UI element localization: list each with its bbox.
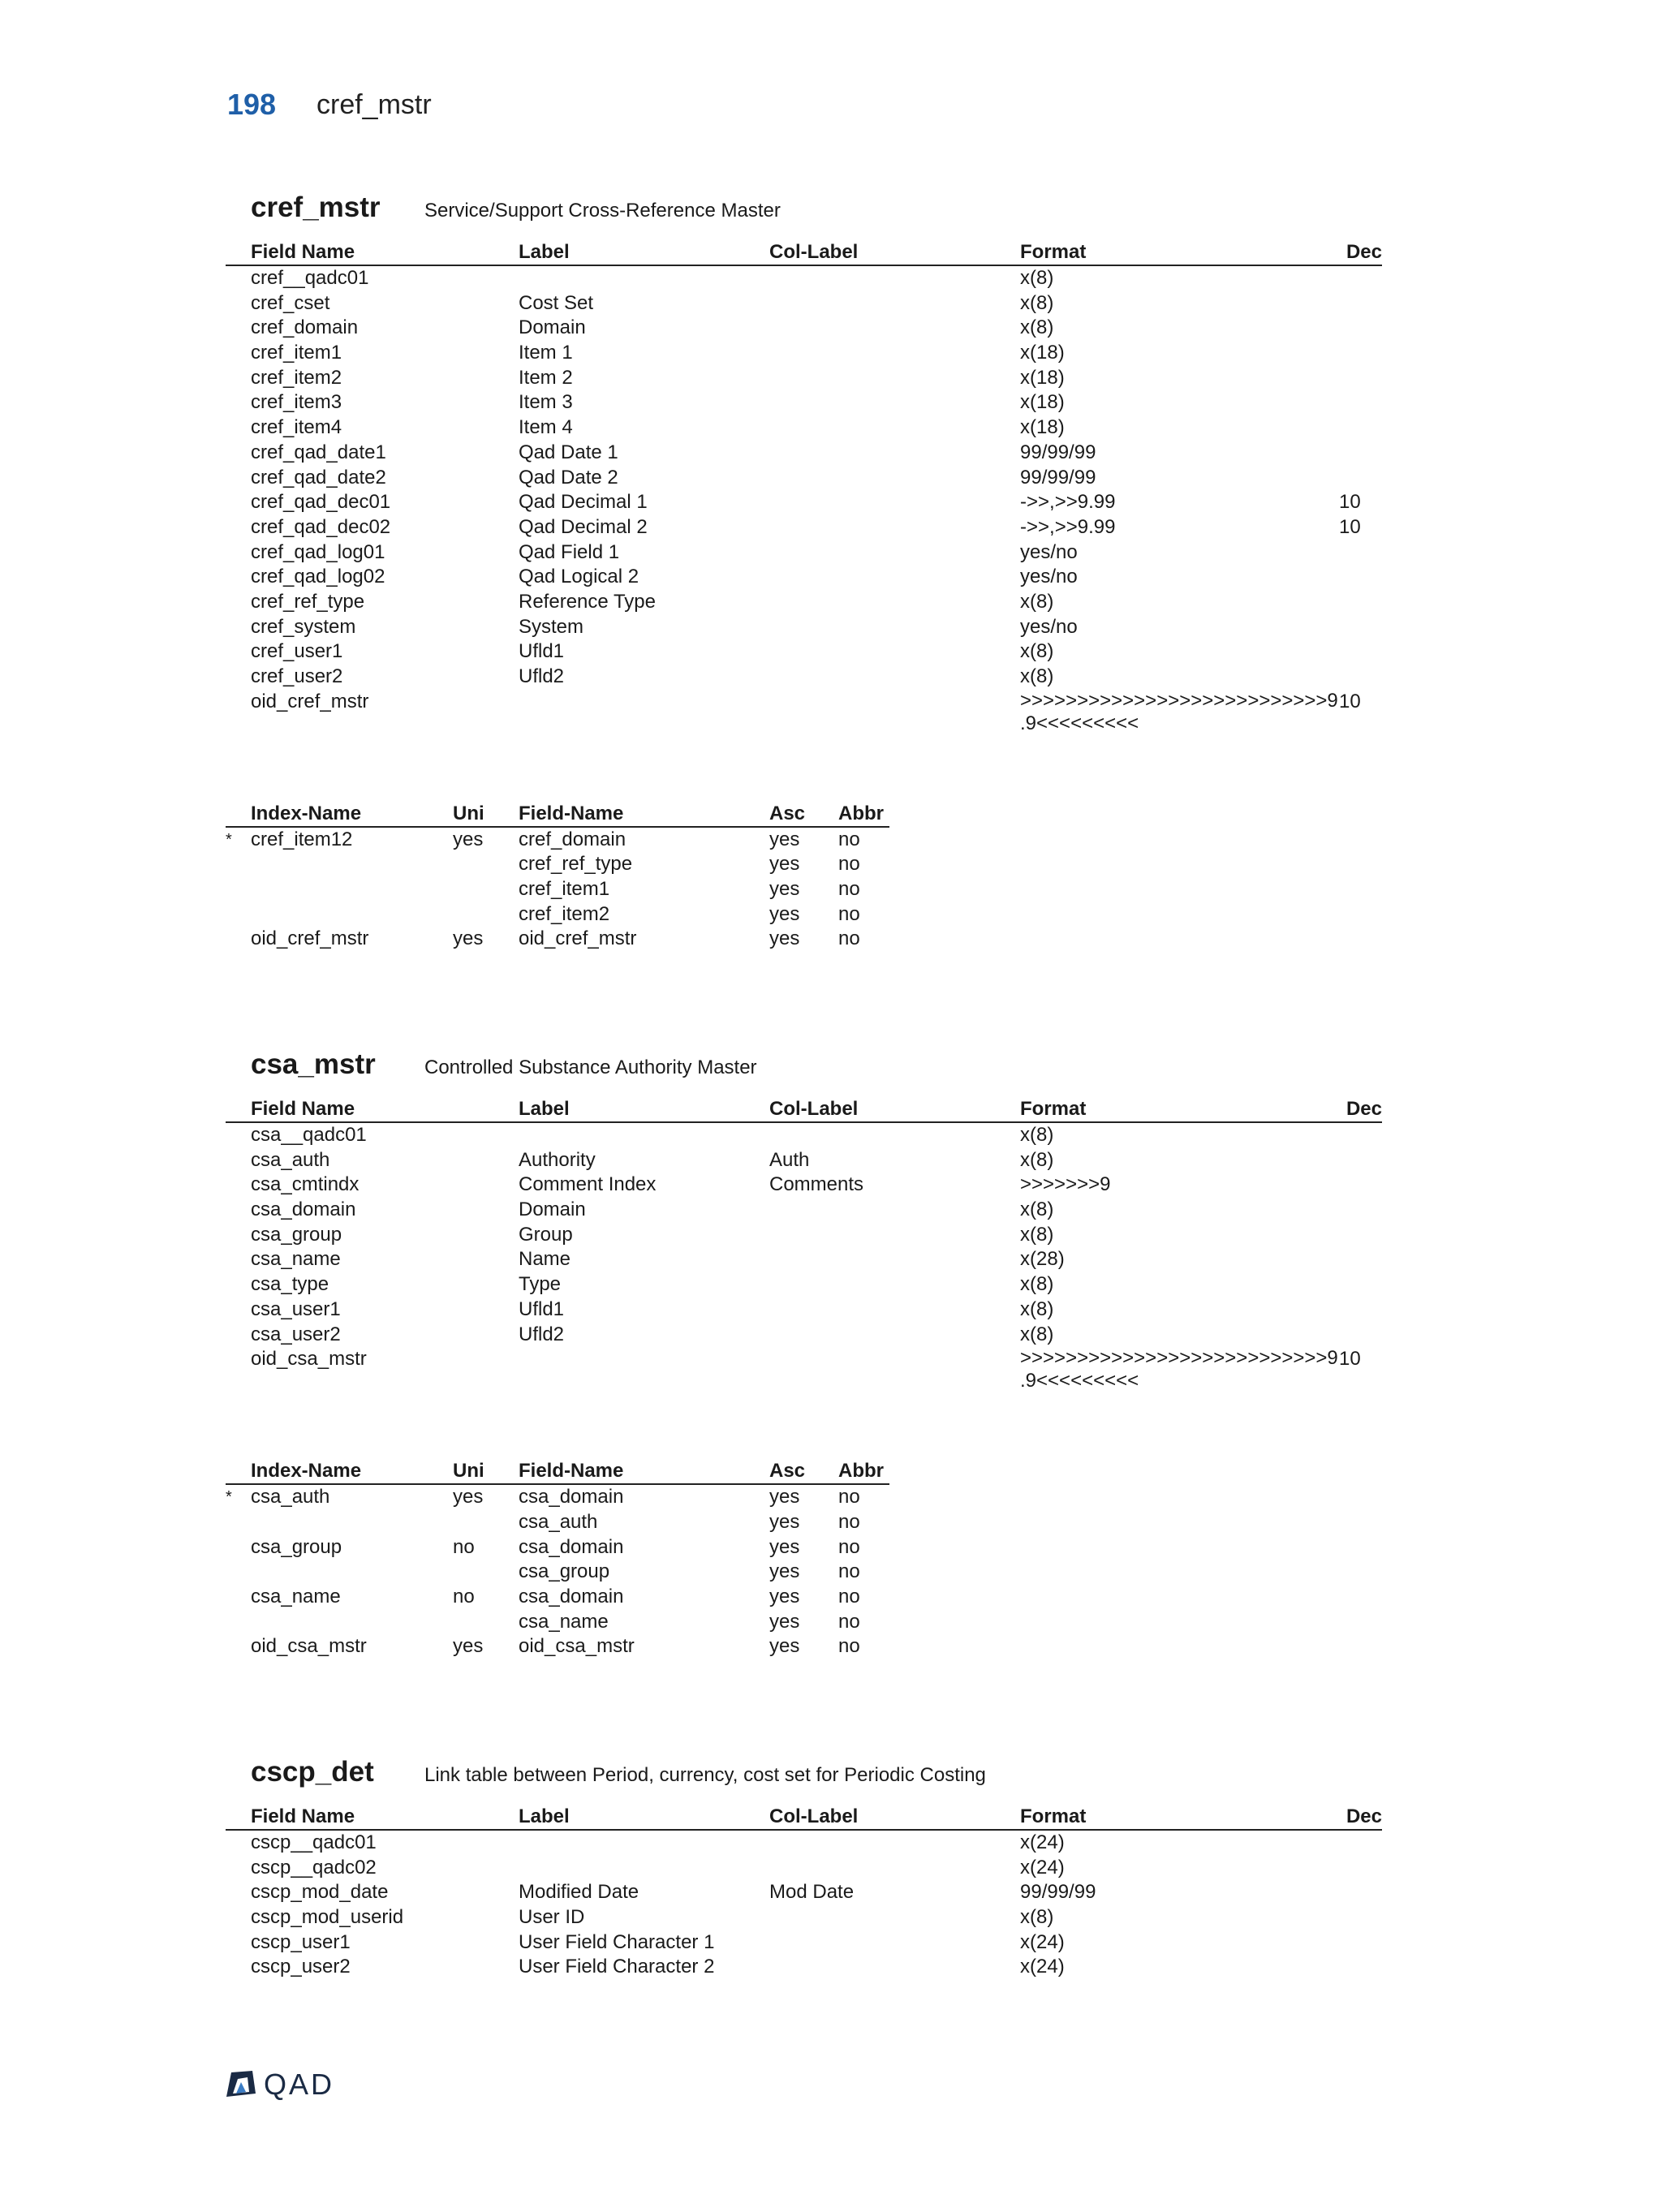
field-label: Comment Index — [519, 1173, 657, 1196]
header-field-name: Field Name — [251, 1098, 355, 1120]
index-field-name: csa_domain — [519, 1585, 624, 1607]
field-format: x(18) — [1020, 416, 1065, 439]
index-ascending: yes — [769, 828, 800, 850]
field-format — [1020, 690, 1338, 735]
index-name: csa_group — [251, 1535, 342, 1558]
index-row — [226, 1585, 889, 1610]
field-name: csa_group — [251, 1223, 342, 1246]
table-description: Controlled Substance Authority Master — [424, 1057, 757, 1078]
table-header-row — [226, 240, 1382, 266]
field-format: x(8) — [1020, 1199, 1054, 1221]
header-asc: Asc — [769, 1460, 806, 1483]
field-format: x(28) — [1020, 1248, 1065, 1271]
index-header-row — [226, 1459, 889, 1485]
table-row — [226, 390, 1382, 415]
field-label: Ufld2 — [519, 665, 565, 687]
header-abbr: Abbr — [838, 1460, 884, 1483]
qad-logo — [225, 2069, 355, 2102]
table-header-row — [226, 1805, 1382, 1831]
table-row — [226, 341, 1382, 366]
field-label: Qad Logical 2 — [519, 566, 639, 588]
field-dec: 10 — [1339, 491, 1361, 514]
field-format: yes/no — [1020, 540, 1078, 563]
field-label: Item 3 — [519, 391, 573, 414]
field-name: csa_auth — [251, 1148, 330, 1171]
field-dec: 10 — [1339, 690, 1361, 712]
field-name: cref_qad_log02 — [251, 566, 385, 588]
index-ascending: yes — [769, 902, 800, 925]
table-row — [226, 1323, 1382, 1348]
table-row — [226, 1173, 1382, 1198]
index-name: csa_name — [251, 1585, 341, 1607]
index-field-name: cref_domain — [519, 828, 626, 850]
field-format: 99/99/99 — [1020, 441, 1096, 463]
page-topic: cref_mstr — [316, 89, 432, 120]
table-name: cref_mstr — [251, 192, 381, 223]
table-row — [226, 1955, 1382, 1980]
field-format: >>>>>>>9 — [1020, 1173, 1111, 1196]
field-name: cref_item4 — [251, 416, 342, 439]
index-ascending: yes — [769, 1510, 800, 1533]
header-field-name: Field Name — [251, 241, 355, 263]
field-format: x(8) — [1020, 1124, 1054, 1146]
field-label: User Field Character 2 — [519, 1956, 715, 1978]
field-name: cref_user1 — [251, 640, 343, 663]
table-row — [226, 540, 1382, 566]
table-description: Service/Support Cross-Reference Master — [424, 200, 781, 222]
index-ascending: yes — [769, 1585, 800, 1607]
field-name: cref_item2 — [251, 366, 342, 389]
logo-text: QAD — [264, 2068, 335, 2101]
table-row — [226, 441, 1382, 466]
table-name: cscp_det — [251, 1756, 374, 1788]
field-format: x(8) — [1020, 665, 1054, 687]
index-abbreviated: no — [838, 828, 860, 850]
field-label: System — [519, 615, 584, 638]
table-description: Link table between Period, currency, cost set for Periodic Costing — [424, 1764, 986, 1786]
index-row — [226, 927, 889, 952]
table-row — [226, 1148, 1382, 1173]
table-row — [226, 1930, 1382, 1956]
index-unique: yes — [453, 1486, 484, 1508]
index-ascending: yes — [769, 853, 800, 876]
field-format: x(8) — [1020, 291, 1054, 314]
field-name: oid_csa_mstr — [251, 1348, 367, 1371]
field-label: Reference Type — [519, 590, 656, 613]
table-row — [226, 1856, 1382, 1881]
field-format-line: >>>>>>>>>>>>>>>>>>>>>>>>>>>9 — [1020, 689, 1338, 712]
field-label: Authority — [519, 1148, 596, 1171]
table-section-cscp-det — [226, 1756, 1382, 1980]
field-label: Qad Field 1 — [519, 540, 620, 563]
field-format: x(18) — [1020, 366, 1065, 389]
index-unique: no — [453, 1585, 475, 1607]
table-row — [226, 1831, 1382, 1856]
header-format: Format — [1020, 1098, 1087, 1120]
index-row — [226, 877, 889, 902]
field-name: cref_system — [251, 615, 356, 638]
field-name: csa_user2 — [251, 1323, 341, 1345]
index-table — [226, 802, 889, 952]
field-format: x(18) — [1020, 342, 1065, 364]
table-row — [226, 1880, 1382, 1905]
index-ascending: yes — [769, 1486, 800, 1508]
header-index-name: Index-Name — [251, 802, 362, 824]
table-row — [226, 1347, 1382, 1397]
index-name: oid_csa_mstr — [251, 1635, 367, 1658]
index-row — [226, 902, 889, 927]
field-format: x(18) — [1020, 391, 1065, 414]
field-name: cscp_user1 — [251, 1930, 351, 1953]
field-dec: 10 — [1339, 515, 1361, 538]
field-label: User Field Character 1 — [519, 1930, 715, 1953]
index-abbreviated: no — [838, 1535, 860, 1558]
field-format: x(8) — [1020, 640, 1054, 663]
header-label: Label — [519, 1805, 570, 1827]
index-abbreviated: no — [838, 878, 860, 901]
field-col-label: Comments — [769, 1173, 864, 1196]
table-section-csa-mstr — [226, 1048, 1382, 1659]
field-label: Modified Date — [519, 1881, 639, 1904]
index-abbreviated: no — [838, 927, 860, 950]
header-format: Format — [1020, 241, 1087, 263]
header-dec: Dec — [1346, 1098, 1382, 1120]
field-label: Ufld1 — [519, 1298, 565, 1320]
field-format: 99/99/99 — [1020, 1881, 1096, 1904]
index-field-name: cref_item2 — [519, 902, 610, 925]
index-ascending: yes — [769, 878, 800, 901]
field-label: Qad Decimal 2 — [519, 515, 648, 538]
table-row — [226, 639, 1382, 665]
field-format: x(8) — [1020, 1273, 1054, 1296]
header-col-label: Col-Label — [769, 1805, 859, 1827]
field-label: Qad Decimal 1 — [519, 491, 648, 514]
field-name: cref__qadc01 — [251, 267, 369, 289]
index-ascending: yes — [769, 1535, 800, 1558]
index-field-name: cref_ref_type — [519, 853, 633, 876]
field-format: x(8) — [1020, 1323, 1054, 1345]
table-header-row — [226, 1097, 1382, 1123]
field-name: csa__qadc01 — [251, 1124, 367, 1146]
index-row — [226, 852, 889, 877]
index-abbreviated: no — [838, 1610, 860, 1633]
index-abbreviated: no — [838, 1585, 860, 1607]
field-name: cscp__qadc02 — [251, 1856, 377, 1878]
table-row — [226, 1272, 1382, 1298]
field-label: Ufld1 — [519, 640, 565, 663]
index-unique: yes — [453, 1635, 484, 1658]
index-field-name: csa_auth — [519, 1510, 598, 1533]
section-heading — [226, 192, 1382, 240]
index-unique: yes — [453, 927, 484, 950]
header-col-label: Col-Label — [769, 1098, 859, 1120]
field-name: csa_user1 — [251, 1298, 341, 1320]
index-row — [226, 1485, 889, 1510]
field-label: Domain — [519, 316, 586, 339]
index-name: oid_cref_mstr — [251, 927, 369, 950]
field-name: cref_qad_date2 — [251, 466, 386, 488]
index-field-name: oid_csa_mstr — [519, 1635, 635, 1658]
table-row — [226, 1298, 1382, 1323]
field-name: cscp_mod_date — [251, 1881, 389, 1904]
table-row — [226, 291, 1382, 316]
section-heading — [226, 1048, 1382, 1097]
field-format: x(8) — [1020, 1223, 1054, 1246]
field-name: cscp__qadc01 — [251, 1831, 377, 1853]
header-asc: Asc — [769, 802, 806, 824]
index-ascending: yes — [769, 1560, 800, 1583]
table-name: csa_mstr — [251, 1048, 376, 1080]
field-name: csa_cmtindx — [251, 1173, 360, 1196]
field-dec: 10 — [1339, 1348, 1361, 1371]
index-name: cref_item12 — [251, 828, 353, 850]
header-uni: Uni — [453, 802, 484, 824]
index-ascending: yes — [769, 927, 800, 950]
table-row — [226, 490, 1382, 515]
field-name: oid_cref_mstr — [251, 690, 369, 712]
field-format: x(8) — [1020, 1906, 1054, 1929]
field-name: cref_qad_date1 — [251, 441, 386, 463]
page-number: 198 — [227, 88, 277, 121]
field-format: yes/no — [1020, 566, 1078, 588]
field-label: Qad Date 1 — [519, 441, 618, 463]
table-row — [226, 565, 1382, 590]
index-row — [226, 1535, 889, 1560]
field-format: x(24) — [1020, 1930, 1065, 1953]
table-row — [226, 466, 1382, 491]
header-index-name: Index-Name — [251, 1460, 362, 1483]
field-col-label: Mod Date — [769, 1881, 855, 1904]
field-format: yes/no — [1020, 615, 1078, 638]
table-row — [226, 665, 1382, 690]
table-row — [226, 316, 1382, 341]
field-name: cref_cset — [251, 291, 330, 314]
field-label: User ID — [519, 1906, 585, 1929]
header-dec: Dec — [1346, 241, 1382, 263]
index-ascending: yes — [769, 1610, 800, 1633]
field-table — [226, 240, 1382, 740]
index-name: csa_auth — [251, 1486, 330, 1508]
field-format: x(8) — [1020, 316, 1054, 339]
header-field-name: Field Name — [251, 1805, 355, 1827]
index-abbreviated: no — [838, 1486, 860, 1508]
field-format: ->>,>>9.99 — [1020, 491, 1116, 514]
field-name: cref_item3 — [251, 391, 342, 414]
index-field-name: csa_name — [519, 1610, 609, 1633]
index-abbreviated: no — [838, 1560, 860, 1583]
table-row — [226, 366, 1382, 391]
field-format-line: .9<<<<<<<<< — [1020, 712, 1139, 734]
primary-index-marker: * — [226, 1488, 232, 1507]
field-format: 99/99/99 — [1020, 466, 1096, 488]
table-row — [226, 1905, 1382, 1930]
field-format: x(24) — [1020, 1831, 1065, 1853]
field-format — [1020, 1347, 1338, 1392]
index-abbreviated: no — [838, 1510, 860, 1533]
header-label: Label — [519, 241, 570, 263]
field-col-label: Auth — [769, 1148, 810, 1171]
table-row — [226, 1123, 1382, 1148]
table-row — [226, 690, 1382, 740]
header-col-label: Col-Label — [769, 241, 859, 263]
table-row — [226, 266, 1382, 291]
field-format: x(8) — [1020, 590, 1054, 613]
field-name: cref_qad_log01 — [251, 540, 385, 563]
primary-index-marker: * — [226, 830, 232, 849]
index-field-name: csa_domain — [519, 1535, 624, 1558]
field-label: Qad Date 2 — [519, 466, 618, 488]
index-row — [226, 1634, 889, 1659]
field-name: cref_user2 — [251, 665, 343, 687]
header-format: Format — [1020, 1805, 1087, 1827]
index-unique: no — [453, 1535, 475, 1558]
field-name: csa_domain — [251, 1199, 356, 1221]
header-field-name: Field-Name — [519, 1460, 624, 1483]
index-row — [226, 1610, 889, 1635]
index-field-name: cref_item1 — [519, 878, 610, 901]
field-name: csa_name — [251, 1248, 341, 1271]
field-label: Item 2 — [519, 366, 573, 389]
field-name: cscp_user2 — [251, 1956, 351, 1978]
field-name: cref_item1 — [251, 342, 342, 364]
field-format-line: >>>>>>>>>>>>>>>>>>>>>>>>>>>9 — [1020, 1347, 1338, 1370]
header-dec: Dec — [1346, 1805, 1382, 1827]
table-row — [226, 1198, 1382, 1223]
section-heading — [226, 1756, 1382, 1805]
field-label: Domain — [519, 1199, 586, 1221]
field-name: cref_domain — [251, 316, 359, 339]
header-uni: Uni — [453, 1460, 484, 1483]
index-table — [226, 1459, 889, 1659]
index-abbreviated: no — [838, 853, 860, 876]
field-format-line: .9<<<<<<<<< — [1020, 1370, 1139, 1392]
table-row — [226, 615, 1382, 640]
field-name: cref_qad_dec01 — [251, 491, 391, 514]
table-row — [226, 415, 1382, 441]
field-format: x(8) — [1020, 1298, 1054, 1320]
table-row — [226, 1223, 1382, 1248]
index-row — [226, 1510, 889, 1535]
field-format: x(24) — [1020, 1956, 1065, 1978]
header-label: Label — [519, 1098, 570, 1120]
field-format: x(24) — [1020, 1856, 1065, 1878]
field-name: csa_type — [251, 1273, 329, 1296]
field-format: x(8) — [1020, 267, 1054, 289]
table-section-cref-mstr — [226, 192, 1382, 952]
field-format: x(8) — [1020, 1148, 1054, 1171]
table-row — [226, 590, 1382, 615]
field-format: ->>,>>9.99 — [1020, 515, 1116, 538]
field-label: Type — [519, 1273, 562, 1296]
field-table — [226, 1097, 1382, 1397]
index-abbreviated: no — [838, 902, 860, 925]
index-field-name: oid_cref_mstr — [519, 927, 637, 950]
field-label: Name — [519, 1248, 571, 1271]
field-label: Group — [519, 1223, 573, 1246]
table-row — [226, 1247, 1382, 1272]
index-header-row — [226, 802, 889, 828]
index-abbreviated: no — [838, 1635, 860, 1658]
index-row — [226, 828, 889, 853]
field-label: Item 1 — [519, 342, 573, 364]
table-row — [226, 515, 1382, 540]
header-field-name: Field-Name — [519, 802, 624, 824]
field-label: Item 4 — [519, 416, 573, 439]
index-field-name: csa_domain — [519, 1486, 624, 1508]
field-name: cref_ref_type — [251, 590, 365, 613]
field-name: cscp_mod_userid — [251, 1906, 404, 1929]
index-row — [226, 1560, 889, 1585]
header-abbr: Abbr — [838, 802, 884, 824]
field-label: Ufld2 — [519, 1323, 565, 1345]
field-name: cref_qad_dec02 — [251, 515, 391, 538]
qad-logo-icon — [225, 2069, 257, 2098]
index-field-name: csa_group — [519, 1560, 610, 1583]
index-ascending: yes — [769, 1635, 800, 1658]
field-label: Cost Set — [519, 291, 594, 314]
field-table — [226, 1805, 1382, 1980]
index-unique: yes — [453, 828, 484, 850]
